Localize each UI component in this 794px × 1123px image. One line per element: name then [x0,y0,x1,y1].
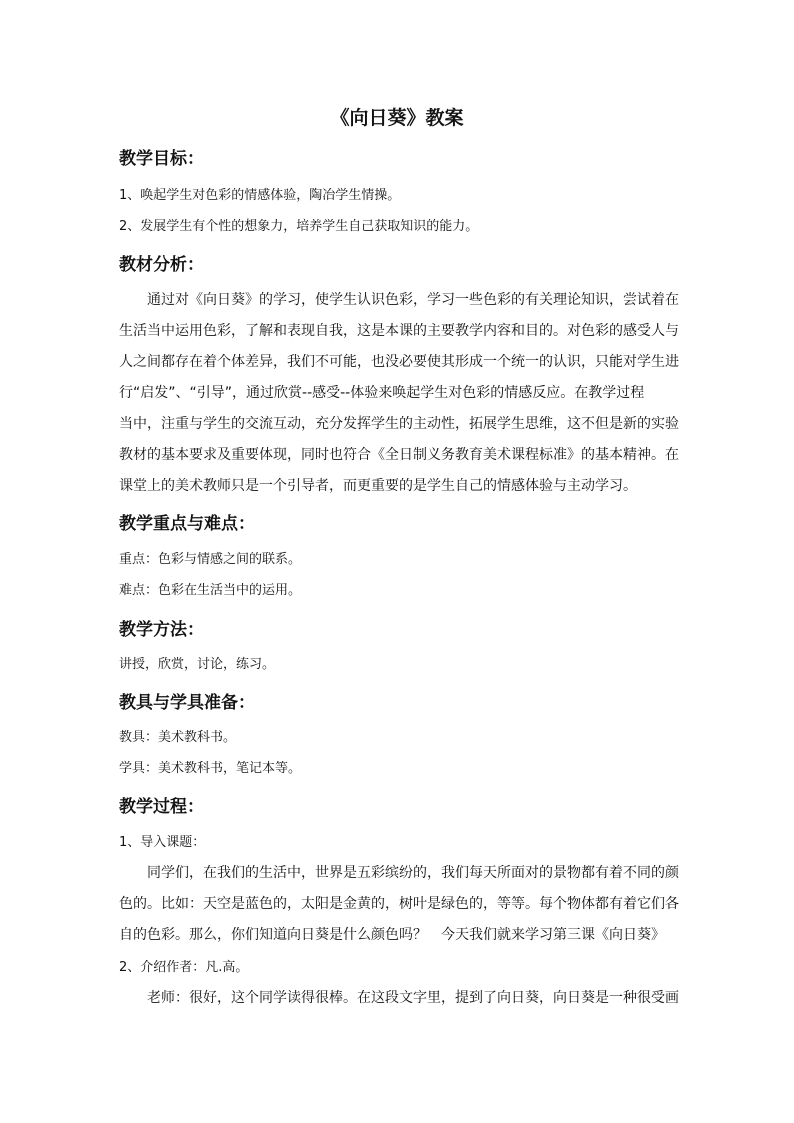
methods-item: 讲授，欣赏，讨论，练习。 [119,657,276,672]
objective-item-1: 1、唤起学生对色彩的情感体验，陶冶学生情操。 [119,188,401,203]
process-step1-line-3: 自的色彩。那么，你们知道向日葵是什么颜色吗？ 今天我们就来学习第三课《向日葵》 [119,927,665,943]
section-heading-methods: 教学方法： [119,620,204,640]
analysis-line-4: 行“启发”、“引导”，通过欣赏--感受--体验来唤起学生对色彩的情感反应。在教学过程 [119,385,645,401]
analysis-line-1: 通过对《向日葵》的学习，使学生认识色彩，学习一些色彩的有关理论知识，尝试着在 [147,292,679,308]
analysis-line-2: 生活当中运用色彩，了解和表现自我，这是本课的主要教学内容和目的。对色彩的感受人与 [119,323,679,339]
analysis-line-3: 人之间都存在着个体差异，我们不可能，也没必要使其形成一个统一的认识，只能对学生进 [119,354,679,370]
section-heading-key-points: 教学重点与难点： [119,514,255,534]
process-step1-title: 1、导入课题： [119,835,206,850]
key-point-focus: 重点：色彩与情感之间的联系。 [119,552,302,567]
key-point-difficulty: 难点：色彩在生活当中的运用。 [119,583,302,598]
materials-teacher: 教具：美术教科书。 [119,730,237,745]
analysis-line-6: 教材的基本要求及重要体现，同时也符合《全日制义务教育美术课程标准》的基本精神。在 [119,447,679,463]
section-heading-objectives: 教学目标： [119,149,204,169]
section-heading-process: 教学过程： [119,797,204,817]
analysis-line-7: 课堂上的美术教师只是一个引导者，而更重要的是学生自己的情感体验与主动学习。 [119,478,637,494]
document-title: 《向日葵》教案 [330,107,464,129]
process-step2-line-1: 老师：很好，这个同学读得很棒。在这段文字里，提到了向日葵，向日葵是一种很受画 [147,990,679,1006]
materials-student: 学具：美术教科书，笔记本等。 [119,761,302,776]
section-heading-analysis: 教材分析： [119,255,204,275]
process-step2-title: 2、介绍作者：凡.高。 [119,960,249,975]
process-step1-line-2: 色的。比如：天空是蓝色的，太阳是金黄的，树叶是绿色的，等等。每个物体都有着它们各 [119,896,679,912]
objective-item-2: 2、发展学生有个性的想象力，培养学生自己获取知识的能力。 [119,219,479,234]
process-step1-line-1: 同学们，在我们的生活中，世界是五彩缤纷的，我们每天所面对的景物都有着不同的颜 [147,865,679,881]
section-heading-materials: 教具与学具准备： [119,693,255,713]
analysis-line-5: 当中，注重与学生的交流互动，充分发挥学生的主动性，拓展学生思维，这不但是新的实验 [119,416,679,432]
